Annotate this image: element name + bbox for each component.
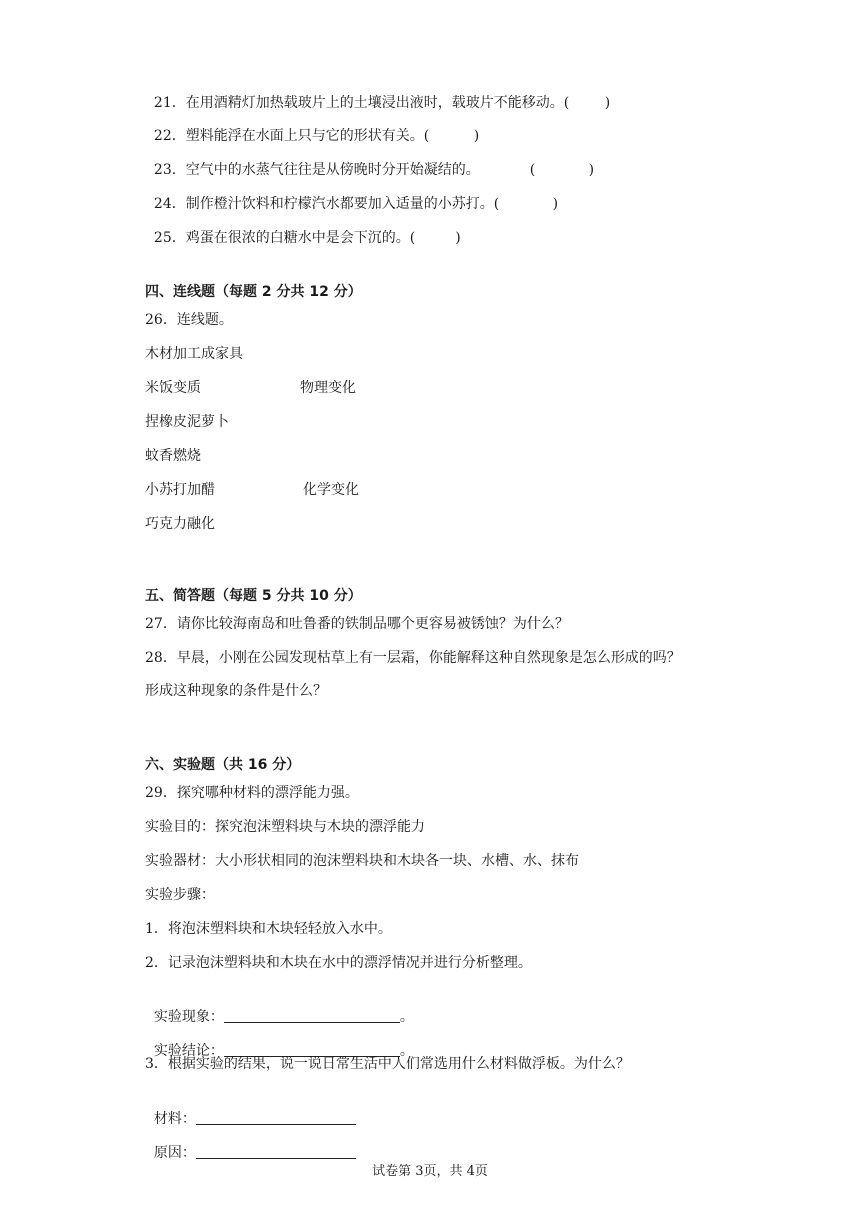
question-29: 29．探究哪种材料的漂浮能力强。 [145, 785, 359, 801]
question-27: 27．请你比较海南岛和吐鲁番的铁制品哪个更容易被锈蚀？为什么？ [145, 616, 569, 632]
match-left-item[interactable]: 木材加工成家具 [145, 346, 243, 362]
question-28-cont: 形成这种现象的条件是什么？ [145, 683, 327, 699]
experiment-purpose: 实验目的：探究泡沫塑料块与木块的漂浮能力 [145, 819, 425, 835]
match-right-item[interactable]: 化学变化 [303, 482, 359, 498]
question-25 [145, 208, 461, 248]
experiment-step-1: 1．将泡沫塑料块和木块轻轻放入水中。 [145, 921, 392, 937]
question-number: 22． [153, 128, 186, 144]
match-left-item[interactable]: 捏橡皮泥萝卜 [145, 414, 229, 430]
question-text: 在用酒精灯加热载玻片上的土壤浸出液时，载玻片不能移动。 [185, 95, 564, 111]
conclusion-label: 实验结论： [153, 1043, 224, 1059]
period: 。 [399, 1009, 414, 1025]
answer-paren[interactable]: ( ) [493, 196, 559, 212]
question-text: 制作橙汁饮料和柠檬汽水都要加入适量的小苏打。 [185, 196, 494, 212]
question-28: 28．早晨，小刚在公园发现枯草上有一层霜，你能解释这种自然现象是怎么形成的吗？ [145, 650, 681, 666]
answer-paren[interactable]: ( ) [423, 128, 480, 144]
reason-blank[interactable] [196, 1144, 356, 1159]
experiment-step-3: 3．根据实验的结果，说一说日常生活中人们常选用什么材料做浮板。为什么？ [145, 1056, 630, 1072]
question-number: 25． [153, 230, 186, 246]
section-heading-4: 四、连线题（每题 2 分共 12 分） [145, 284, 362, 300]
question-number: 24． [153, 196, 186, 212]
match-right-item[interactable]: 物理变化 [300, 380, 356, 396]
match-left-item[interactable]: 米饭变质 [145, 380, 201, 396]
match-left-item[interactable]: 小苏打加醋 [145, 482, 215, 498]
section-heading-5: 五、简答题（每题 5 分共 10 分） [145, 588, 362, 604]
page-footer: 试卷第 3页，共 4页 [372, 1164, 488, 1179]
reason-label: 原因： [153, 1145, 196, 1161]
question-number: 23． [153, 162, 186, 178]
question-text: 塑料能浮在水面上只与它的形状有关。 [185, 128, 424, 144]
question-26: 26．连线题。 [145, 312, 233, 328]
match-left-item[interactable]: 巧克力融化 [145, 516, 215, 532]
answer-paren[interactable]: ( ) [409, 230, 461, 246]
period: 。 [399, 1043, 414, 1059]
answer-paren[interactable]: ( ) [529, 162, 595, 178]
answer-paren[interactable]: ( ) [563, 95, 611, 111]
phenomenon-label: 实验现象： [153, 1009, 224, 1025]
question-number: 21． [153, 95, 186, 111]
experiment-materials: 实验器材：大小形状相同的泡沫塑料块和木块各一块、水槽、水、抹布 [145, 853, 579, 869]
question-text: 空气中的水蒸气往往是从傍晚时分开始凝结的。 [185, 162, 480, 178]
experiment-steps-label: 实验步骤： [145, 887, 215, 903]
section-heading-6: 六、实验题（共 16 分） [145, 757, 301, 773]
material-label: 材料： [153, 1111, 196, 1127]
reason-row [145, 1123, 356, 1163]
question-text: 鸡蛋在很浓的白糖水中是会下沉的。 [185, 230, 410, 246]
match-left-item[interactable]: 蚊香燃烧 [145, 448, 201, 464]
experiment-step-2: 2．记录泡沫塑料块和木块在水中的漂浮情况并进行分析整理。 [145, 955, 532, 971]
